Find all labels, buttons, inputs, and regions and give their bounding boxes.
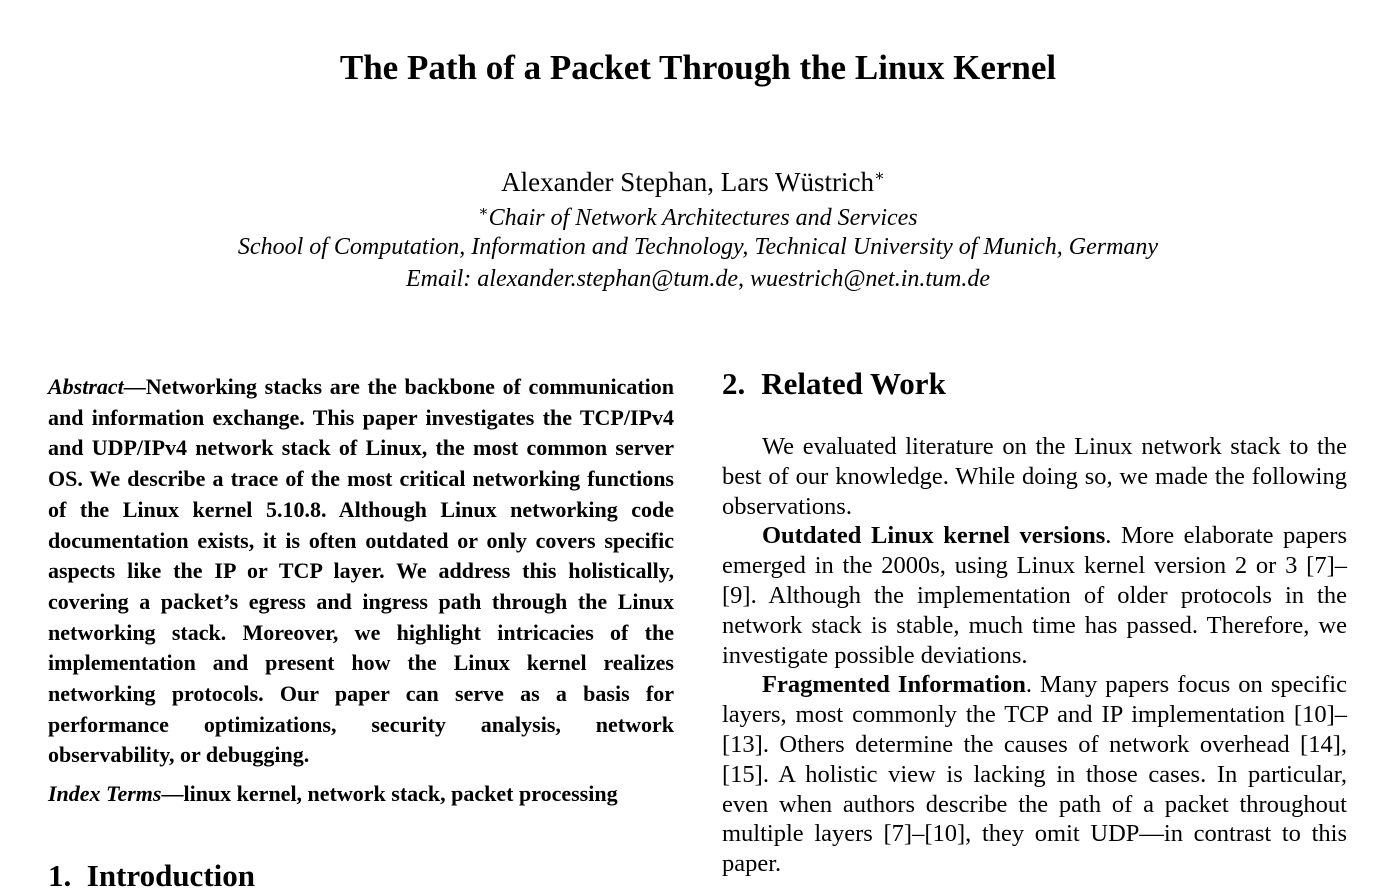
paragraph-text: . Many papers focus on specific layers, most commonly the TCP and IP implementation [10]–[13]. Others determine the causes of network overhead [14], [15]. A holistic view is lacking in those cases. In particular, even when authors describe the path of a packet throughout multiple layers [7]–[10], they omit UDP—in contrast to this paper. bbox=[722, 671, 1347, 878]
index-terms-text: —linux kernel, network stack, packet processing bbox=[161, 781, 618, 807]
right-column bbox=[722, 366, 1347, 879]
section-number: 1. bbox=[48, 858, 72, 893]
related-work-paragraph-3 bbox=[722, 670, 1347, 879]
abstract-text: —Networking stacks are the backbone of communication and information exchange. This paper investigates the TCP/IPv4 and UDP/IPv4 network stack of Linux, the most common server OS. We describe a trace of the most critical networking functions of the Linux kernel 5.10.8. Although Linux networking code documentation exists, it is often outdated or only covers specific aspects like the IP or TCP layer. We address this holistically, covering a packet’s egress and ingress path through the Linux networking stack. Moreover, we highlight intricacies of the implementation and present how the Linux kernel realizes networking protocols. Our paper can serve as a basis for performance optimizations, security analysis, network observability, or debugging. bbox=[48, 374, 674, 768]
section-introduction-heading bbox=[48, 858, 255, 894]
paragraph-run-in-heading: Fragmented Information bbox=[762, 671, 1026, 699]
author-affiliation-marker: ∗ bbox=[874, 168, 885, 185]
section-number: 2. bbox=[722, 366, 746, 401]
paragraph-text: . More elaborate papers emerged in the 2000s, using Linux kernel version 2 or 3 [7]–[9]. Although the implementation of older protocols in the network stack is stable, much time has passed. Therefore, we investigate possible deviations. bbox=[722, 522, 1347, 669]
abstract-lead: Abstract bbox=[48, 374, 124, 399]
affiliation-chair bbox=[0, 202, 1390, 232]
affiliation-chair-text: Chair of Network Architectures and Services bbox=[488, 205, 918, 231]
index-terms bbox=[48, 779, 674, 810]
section-title: Related Work bbox=[761, 366, 946, 401]
affiliation-email: Email: alexander.stephan@tum.de, wuestrich@net.in.tum.de bbox=[405, 266, 991, 292]
affiliation-marker: ∗ bbox=[478, 204, 489, 220]
abstract bbox=[48, 372, 674, 771]
paper-title: The Path of a Packet Through the Linux Kernel bbox=[339, 48, 1057, 87]
section-title: Introduction bbox=[86, 858, 255, 893]
related-work-paragraph-1: We evaluated literature on the Linux network stack to the best of our knowledge. While doing so, we made the following observations. bbox=[722, 433, 1347, 520]
author-names: Alexander Stephan, Lars Wüstrich bbox=[501, 167, 874, 197]
left-column bbox=[48, 372, 674, 810]
author-list bbox=[0, 166, 1386, 198]
index-terms-lead: Index Terms bbox=[48, 781, 162, 807]
paragraph-run-in-heading: Outdated Linux kernel versions bbox=[762, 522, 1106, 550]
related-work-paragraph-2 bbox=[722, 521, 1347, 670]
section-related-work-heading bbox=[722, 366, 1347, 402]
affiliation-school: School of Computation, Information and Technology, Technical University of Munich, Germany bbox=[237, 234, 1159, 260]
